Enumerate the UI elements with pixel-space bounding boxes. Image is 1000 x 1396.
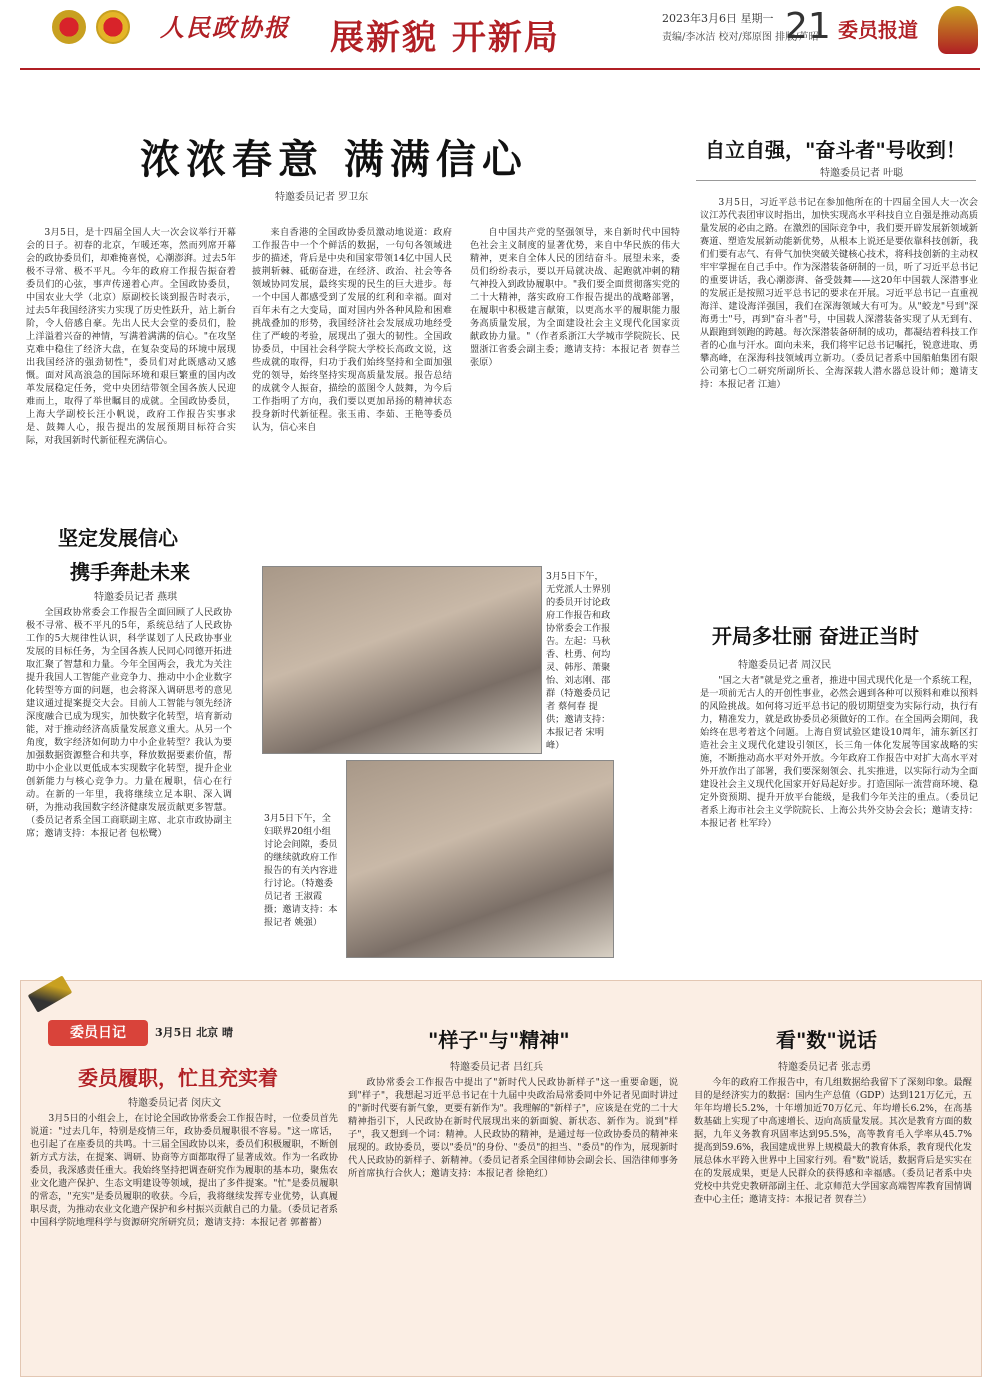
a1-headline: 浓浓春意 满满信心 bbox=[140, 136, 528, 183]
page-title: 展新貌 开新局 bbox=[330, 18, 560, 58]
issue-date: 2023年3月6日 星期一 bbox=[662, 12, 774, 25]
a7-body: 今年的政府工作报告中，有几组数据给我留下了深刻印象。最醒目的是经济实力的数据：国内生产总值（GDP）达到121万亿元，五年年均增长5.2%，十年增加近70万亿元、年均增长6.2%，在高基数基础上实现了中高速增长、迈向高质量发展。其次是教育方面的数据，九年义务教育巩固率达到95.5%，高等教育毛入学率从45.7%提高到59.6%，我国建成世界上规模最大的教育体系，教育现代化发展总体水平跨入世界中上国家行列。看"数"说话，数据背后是实实在在的发展成果，更是人民群众的获得感和幸福感。（委员记者系中央党校中共党史教研部副主任、北京师范大学国家高端智库教育国情调查中心主任；邀请支持：本报记者 贺春兰） bbox=[694, 1077, 972, 1205]
a5-byline: 特邀委员记者 闵庆文 bbox=[128, 1098, 222, 1109]
a2-byline: 特邀委员记者 叶聪 bbox=[820, 168, 904, 179]
a2-headline: 自立自强，"奋斗者"号收到！ bbox=[705, 138, 966, 162]
header-rule bbox=[20, 68, 980, 70]
a5-body: 3月5日的小组会上，在讨论全国政协常委会工作报告时，一位委员首先说道："过去几年，特别是疫情三年，政协委员履职很不容易。"这一席话，也引起了在座委员的共鸣。十三届全国政协以来，委员们积极履职，不断创新方式方法，在提案、调研、协商等方面都取得了显著成效。作为一名政协委员，我深感责任重大。我始终坚持把调查研究作为履职的基本功，聚焦农业文化遗产保护、生态文明建设等领域，提出了多件提案。"忙"是委员履职的常态，"充实"是委员履职的收获。今后，我将继续发挥专业优势，认真履职尽责，为推动农业文化遗产保护和乡村振兴贡献自己的力量。（委员记者系中国科学院地理科学与资源研究所研究员；邀请支持：本报记者 郭蓄蓄） bbox=[30, 1113, 338, 1228]
a4-byline: 特邀委员记者 周汉民 bbox=[738, 660, 832, 671]
a2-rule bbox=[696, 180, 976, 181]
a7-headline: 看"数"说话 bbox=[776, 1028, 877, 1052]
diary-tag: 委员日记 bbox=[48, 1020, 148, 1046]
national-emblem-icon bbox=[52, 10, 86, 44]
a1-col3: 自中国共产党的坚强领导，来自新时代中国特色社会主义制度的显著优势，来自中华民族的伟大精神，更来自全体人民的团结奋斗。展望未来，委员们纷纷表示，要以开局就决战、起跑就冲刺的精气神投入到政协履职中。"我们要全面贯彻落实党的二十大精神，落实政府工作报告提出的战略部署，在履职中积极建言献策，以更高水平的履职能力服务高质量发展，为全面建设社会主义现代化国家贡献政协力量。"（作者系浙江大学城市学院院长、民盟浙江省委会副主委；邀请支持：本报记者 贺春兰 张原） bbox=[470, 227, 680, 368]
a6-headline: "样子"与"精神" bbox=[428, 1028, 570, 1052]
cppcc-mascot-icon bbox=[938, 6, 978, 54]
page-number: 21 bbox=[785, 6, 831, 47]
diary-date: 3月5日 北京 晴 bbox=[155, 1026, 233, 1039]
a7-byline: 特邀委员记者 张志勇 bbox=[778, 1062, 872, 1073]
photo1-caption: 3月5日下午，无党派人士界别的委员开讨论政府工作报告和政协常委会工作报告。左起：马秋香、杜勇、何均灵、韩彤、萧聚怡、刘志刚、邵群（特邀委员记者 蔡何春 提供；邀请支持：本报记者 宋明峰） bbox=[546, 571, 611, 750]
a3-byline: 特邀委员记者 燕琪 bbox=[94, 592, 178, 603]
a6-byline: 特邀委员记者 吕红兵 bbox=[450, 1062, 544, 1073]
a4-headline: 开局多壮丽 奋进正当时 bbox=[712, 624, 919, 648]
photo-meeting-1 bbox=[262, 566, 542, 754]
a1-col1: 3月5日，是十四届全国人大一次会议举行开幕会的日子。初春的北京，乍暖还寒，然而列席开幕会的政协委员们，却难掩喜悦，心潮澎湃。过去5年极不寻常、极不平凡。今年的政府工作报告振奋着委员们的心弦，事声传递着心声。全国政协委员，中国农业大学（北京）原副校长谈到报告时表示，过去5年我国经济实力实现了历史性跃升，站上新台阶，令人倍感自豪。先出人民大会堂的委员们，脸上洋溢着兴奋的神情，写满着满满的信心。"在攻坚克难中稳住了经济大盘，在复杂变局的环境中展现出我国经济的强劲韧性"，委员们对此既感动又感慨。面对风高浪急的国际环境和艰巨繁重的国内改革发展稳定任务，党中央团结带领全国各族人民迎难而上，取得了举世瞩目的成就。全国政协委员，上海大学副校长汪小帆说，政府工作报告实事求是、鼓舞人心，报告提出的发展预期目标符合实际，对我国新时代新征程充满信心。 bbox=[26, 227, 236, 446]
a4-body: "国之大者"就是党之重者，推进中国式现代化是一个系统工程，是一项前无古人的开创性事业，必然会遇到各种可以预料和难以预料的风险挑战。如何将习近平总书记的殷切期望变为实际行动，执行有力，精准发力，就是政协委员必须做好的工作。在全国两会期间，我始终在思考着这个问题。上海自贸试验区建设10周年，浦东新区打造社会主义现代化建设引领区，长三角一体化发展等国家战略的实施，不断推动高水平对外开放。今年政府工作报告中对扩大高水平对外开放作出了部署，我们要深刻领会、扎实推进，以实际行动为全面建设社会主义现代化国家开好局起好步。打造国际一流营商环境、稳定外资预期、提升开放平台能级，是我们今年关注的重点。（委员记者系上海市社会主义学院院长、上海公共外交协会会长；邀请支持：本报记者 杜军玲） bbox=[700, 675, 978, 829]
a3-headline-1: 坚定发展信心 bbox=[58, 526, 178, 550]
cppcc-emblem-icon bbox=[96, 10, 130, 44]
a6-body: 政协常委会工作报告中提出了"新时代人民政协新样子"这一重要命题，说到"样子"，我想起习近平总书记在十九届中央政治局常委同中外记者见面时讲过的"新时代要有新气象，更要有新作为"。我理解的"新样子"，应该是在党的二十大精神指引下，人民政协在新时代展现出来的新面貌、新状态、新作为。说到"样子"，我又想到一个词：精神。人民政协的精神，是通过每一位政协委员的精神来展现的。政协委员，要以"委员"的身份、"委员"的担当、"委员"的作为，展现新时代人民政协的新样子、新精神。（委员记者系全国律师协会副会长、国浩律师事务所首席执行合伙人；邀请支持：本报记者 徐艳红） bbox=[348, 1077, 678, 1179]
section-name: 委员报道 bbox=[838, 18, 918, 42]
a1-byline: 特邀委员记者 罗卫东 bbox=[275, 192, 369, 203]
photo-meeting-2 bbox=[346, 760, 614, 958]
paper-name: 人民政协报 bbox=[160, 13, 290, 42]
a3-headline-2: 携手奔赴未来 bbox=[70, 560, 190, 584]
a2-body: 3月5日，习近平总书记在参加他所在的十四届全国人大一次会议江苏代表团审议时指出，加快实现高水平科技自立自强是推动高质量发展的必由之路。在激烈的国际竞争中，我们要开辟发展新领域新赛道、塑造发展新动能新优势，从根本上说还是要依靠科技创新，我们们要有志气、有骨气加快突破关键核心技术，将科技创新的主动权牢牢掌握在自己手中。作为深潜装备研制的一员，听了习近平总书记的重要讲话，我心潮澎湃、备受鼓舞——这20年中国载人深潜事业的发展正是按照习近平总书记的要求在开展。习近平总书记一直重视海洋、建设海洋强国，我们在深海领域大有可为。从"蛟龙"号到"深海勇士"号，再到"奋斗者"号，中国载人深潜装备实现了从无到有、从跟跑到领跑的跨越。每次深潜装备研制的成功，都凝结着科技工作者的心血与汗水。面向未来，我们将牢记总书记嘱托，锐意进取、勇攀高峰，在深海科技领域再立新功。（委员记者系中国船舶集团有限公司第七〇二研究所副所长、全海深载人潜水器总设计师；邀请支持：本报记者 江迪） bbox=[700, 197, 978, 390]
photo2-caption: 3月5日下午，全妇联界20组小组讨论会间隙，委员的继续就政府工作报告的有关内容进行讨论。（特邀委员记者 王淑霞 摄；邀请支持：本报记者 姚强） bbox=[264, 813, 338, 928]
a1-col2: 来自香港的全国政协委员激动地说道：政府工作报告中一个个鲜活的数据，一句句各领域进步的描述，背后是中央和国家带领14亿中国人民披荆斩棘、砥砺奋进，在经济、政治、社会等各领域协同发展，最终实现的民生的巨大进步。每一个中国人都感受到了发展的红利和幸福。面对百年未有之大变局，面对国内外各种风险和困难挑战叠加的形势，我国经济社会发展成功地经受住了严峻的考验，展现出了强大的韧性。全国政协委员，中国社会科学院大学校长高政文说，这些成就的取得，归功于我们始终坚持和全面加强党的领导，始终坚持实现高质量发展。报告总结的成就令人振奋，描绘的蓝图令人鼓舞，为今后工作指明了方向，我们要以更加昂扬的精神状态投身新时代新征程。张玉甫、李茹、王艳等委员认为，信心来自 bbox=[252, 227, 452, 433]
a5-headline: 委员履职，忙且充实着 bbox=[78, 1066, 278, 1090]
a3-body: 全国政协常委会工作报告全面回顾了人民政协极不寻常、极不平凡的5年，系统总结了人民政协工作的5大规律性认识，科学谋划了人民政协事业发展的目标任务，为全国各族人民同心同德开拓进取汇聚了智慧和力量。今年全国两会，我尤为关注提升我国人工智能产业竞争力、推动中小企业数字化转型等方面的问题，也会将深入调研思考的意见建议通过提案提交大会。目前人工智能与领先经济深度融合已成为现实，加快数字化转型，培育新动能，对于推动经济高质量发展意义重大。从另一个角度，数字经济如何助力中小企业转型？我认为要加强数据资源整合和共享，释放数据要素价值，帮助中小企业以更低成本实现数字化转型，提升企业创新能力与核心竞争力。力量在履职，信心在行动。在新的一年里，我将继续立足本职、深入调研，为推动我国数字经济健康发展贡献更多智慧。（委员记者系全国工商联副主席、北京市政协副主席；邀请支持：本报记者 包松鹭） bbox=[26, 607, 232, 839]
masthead bbox=[0, 0, 1000, 70]
editors-line: 责编/李冰洁 校对/郑原图 排版/芦昭 bbox=[662, 32, 819, 43]
